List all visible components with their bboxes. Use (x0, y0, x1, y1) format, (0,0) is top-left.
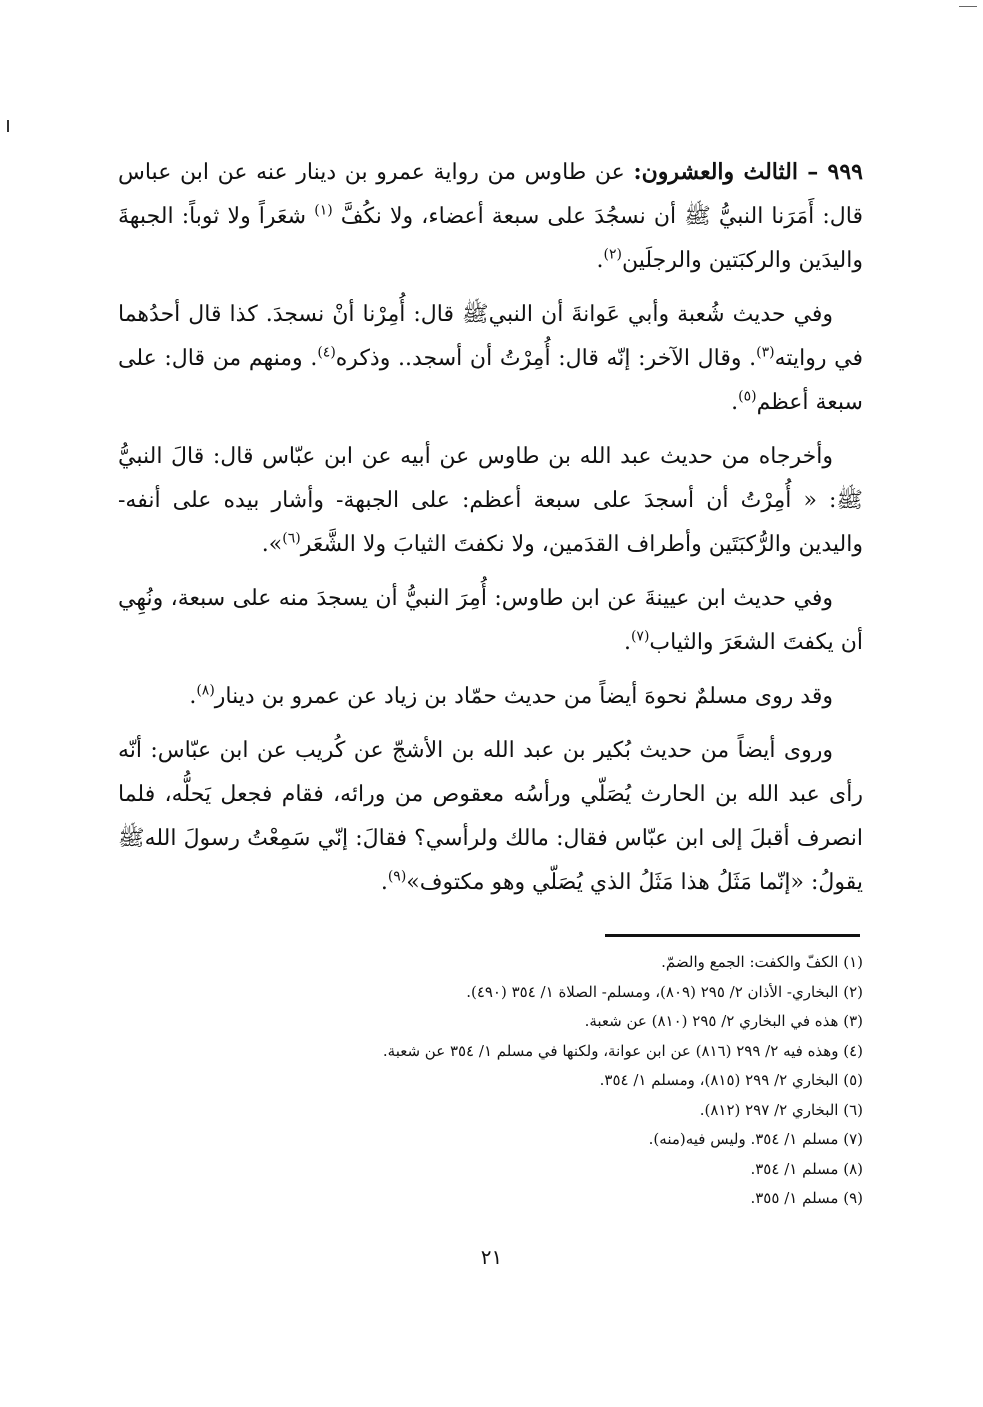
paragraph-2 (118, 293, 863, 425)
hadith-text: عن طاوس من رواية عمرو بن دينار عنه عن ابن عباس قال: أَمَرَنا النبيُّ ﷺ أن نسجُدَ على سبعة أعضاء، ولا نكُفَّ (118, 160, 864, 229)
para4-end: . (623, 630, 631, 655)
hadith-end: . (596, 248, 604, 273)
footnote-separator (605, 934, 860, 937)
para2-text-c: . ومنهم من قال: على سبعة أعظم (118, 346, 863, 415)
footnote-ref-1: (١) (314, 202, 333, 219)
scan-mark-top (959, 6, 977, 7)
paragraph-5 (118, 675, 863, 719)
paragraph-6 (118, 729, 863, 905)
footnote: (٣) هذه في البخاري ٢/ ٢٩٥ (٨١٠) عن شعبة. (584, 1012, 863, 1030)
para5-end: . (189, 684, 197, 709)
footnote: (٩) مسلم ١/ ٣٥٥. (750, 1189, 863, 1207)
footnote: (٦) البخاري ٢/ ٢٩٧ (٨١٢). (699, 1100, 863, 1119)
footnote-ref-7: (٧) (630, 628, 650, 645)
footnote-ref-9: (٩) (387, 868, 407, 885)
footnote-ref-8: (٨) (196, 682, 215, 699)
footnote: (٢) البخاري- الأذان ٢/ ٢٩٥ (٨٠٩)، ومسلم- الصلاة ١/ ٣٥٤ (٤٩٠). (466, 982, 863, 1001)
para2-end: . (731, 390, 739, 415)
para5-text: وقد روى مسلمٌ نحوهَ أيضاً من حديث حمّاد بن زياد عن عمرو بن دينار (214, 684, 833, 709)
footnotes (240, 948, 863, 1214)
main-text (118, 150, 863, 915)
footnote-ref-4: (٤) (317, 344, 336, 361)
para6-text: وروى أيضاً من حديث بُكير بن عبد الله بن الأشجّ عن كُريب عن ابن عبّاس: أنّه رأى عبد الله بن الحارث يُصَلّي ورأسُه معقوص من ورائه، فقام فجعل يَحلُّه، فلما انصرف أقبلَ إلى ابن عبّاس فقال: مالك ولرأسي؟ فقالَ: إنّي سَمِعْتُ رسولَ اللهﷺ يقولُ: «إنّما مَثَلُ هذا مَثَلُ الذي يُصَلّي وهو مكتوف» (118, 738, 863, 895)
footnote-ref-5: (٥) (738, 388, 757, 405)
hadith-text-cont: شعَراً ولا ثوباً: الجبهةَ واليدَين والركبَتين والرجلَين (118, 204, 863, 273)
footnote-ref-2: (٢) (603, 246, 622, 263)
footnote: (٥) البخاري ٢/ ٢٩٩ (٨١٥)، ومسلم ١/ ٣٥٤. (599, 1071, 863, 1089)
para4-text: وفي حديث ابن عيينةَ عن ابن طاوس: أُمِرَ النبيُّ أن يسجدَ منه على سبعة، ونُهِي أن يكفتَ الشعَرَ والثياب (118, 586, 863, 655)
para3-end: ». (261, 532, 283, 557)
paragraph-3 (118, 435, 863, 567)
footnote-ref-6: (٦) (282, 530, 301, 547)
footnote: (٨) مسلم ١/ ٣٥٤. (750, 1159, 863, 1178)
para2-text-b: . وقال الآخر: إنّه قال: أُمِرْتُ أن أسجد.. وذكره (335, 346, 757, 371)
paragraph-4 (118, 577, 863, 665)
para3-text: وأخرجاه من حديث عبد الله بن طاوس عن أبيه عن ابن عبّاس قال: قالَ النبيُّ ﷺ: « أُمِرْتُ أن أسجدَ على سبعة أعظم: على الجبهة- وأشار بيده على أنفه- واليدين والرُّكبَتَين وأطراف القدَمين، ولا نكفتَ الثيابَ ولا الشَّعَر (118, 444, 863, 557)
page-number: ٢١ (480, 1245, 503, 1269)
hadith-paragraph (118, 150, 863, 283)
hadith-heading: ٩٩٩ – الثالث والعشرون: (633, 159, 863, 185)
footnote: (٧) مسلم ١/ ٣٥٤. وليس فيه(منه). (648, 1130, 863, 1148)
footnote-ref-3: (٣) (756, 344, 775, 361)
scan-mark-left (7, 120, 9, 132)
footnote: (١) الكفّ والكفت: الجمع والضمّ. (661, 953, 863, 971)
para2-text-a: وفي حديث شُعبة وأبي عَوانةَ أن النبيﷺ قال: أُمِرْنا أنْ نسجدَ. كذا قال أحدُهما في روايته (118, 302, 863, 371)
para6-end: . (380, 870, 388, 895)
footnote: (٤) وهذه فيه ٢/ ٢٩٩ (٨١٦) عن ابن عوانة، ولكنها في مسلم ١/ ٣٥٤ عن شعبة. (382, 1041, 863, 1060)
